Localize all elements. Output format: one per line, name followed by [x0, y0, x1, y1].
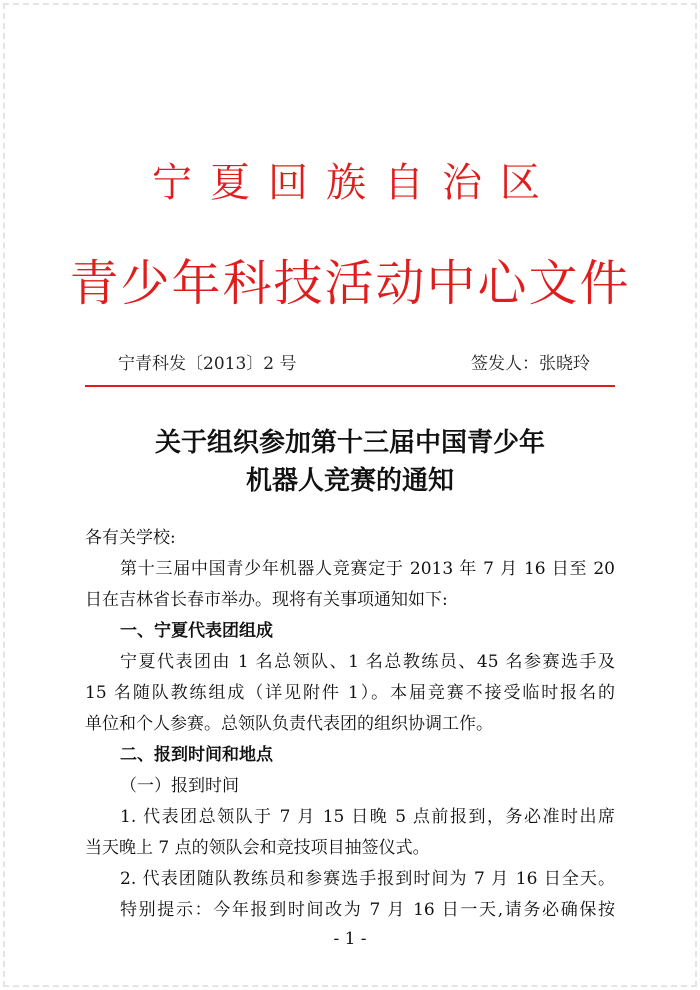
salutation: 各有关学校:: [85, 528, 176, 548]
issuer-region-heading: 宁夏回族自治区: [152, 160, 558, 206]
paragraph-line: 1. 代表团总领队于 7 月 15 日晚 5 点前报到，务必准时出席: [120, 807, 615, 827]
paragraph-line: 日在吉林省长春市举办。现将有关事项通知如下:: [85, 590, 448, 610]
paragraph-line: 特别提示：今年报到时间改为 7 月 16 日一天,请务必确保按: [120, 900, 615, 920]
document-number: 宁青科发〔2013〕2 号: [118, 354, 297, 374]
notice-title-line-2: 机器人竞赛的通知: [245, 466, 454, 496]
paragraph-line: 15 名随队教练组成（详见附件 1）。本届竞赛不接受临时报名的: [85, 683, 615, 703]
paragraph-line: 第十三届中国青少年机器人竞赛定于 2013 年 7 月 16 日至 20: [120, 559, 615, 579]
paragraph-line: 单位和个人参赛。总领队负责代表团的组织协调工作。: [85, 714, 493, 734]
signer: 签发人：张晓玲: [471, 354, 590, 374]
section-heading-1: 一、宁夏代表团组成: [120, 621, 273, 641]
document-body: [85, 523, 615, 926]
notice-title-line-1: 关于组织参加第十三届中国青少年: [154, 428, 545, 458]
paragraph-line: 2. 代表团随队教练员和参赛选手报到时间为 7 月 16 日全天。: [120, 869, 615, 889]
subsection-heading: （一）报到时间: [120, 776, 239, 796]
section-heading-2: 二、报到时间和地点: [120, 745, 273, 765]
paragraph-line: 宁夏代表团由 1 名总领队、1 名总教练员、45 名参赛选手及: [120, 652, 615, 672]
paragraph-line: 当天晚上 7 点的领队会和竞技项目抽签仪式。: [85, 838, 430, 858]
page-number: - 1 -: [333, 929, 367, 949]
red-divider: [85, 385, 615, 387]
issuer-document-heading: 青少年科技活动中心文件: [69, 255, 631, 312]
